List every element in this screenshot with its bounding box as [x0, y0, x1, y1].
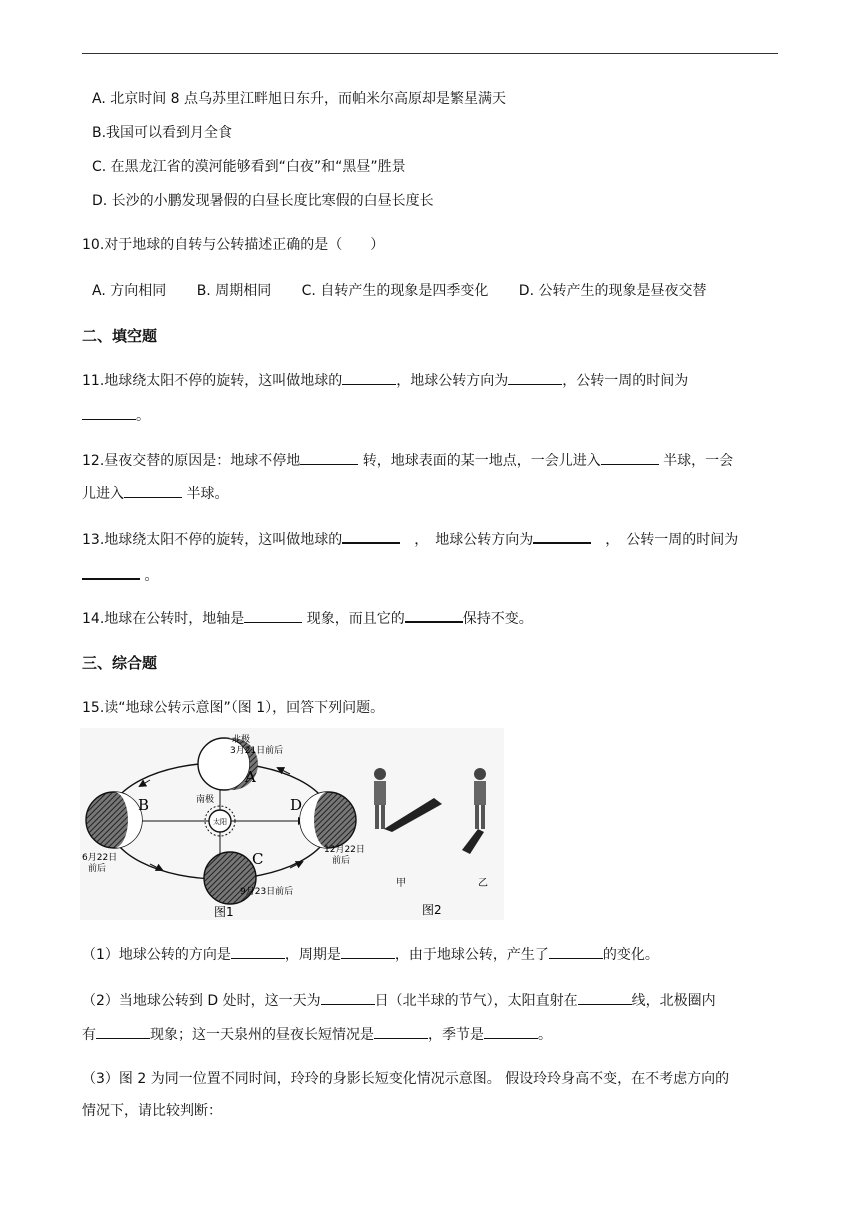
sun-label: 太阳 [213, 818, 227, 826]
header-rule [82, 53, 778, 54]
position-a-label: A [245, 768, 256, 786]
blank[interactable] [484, 1024, 538, 1039]
q10-stem: 10.对于地球的自转与公转描述正确的是（ ） [82, 237, 385, 253]
date-b-label-2: 前后 [88, 864, 107, 874]
q12-line2: 儿进入 半球。 [82, 483, 228, 504]
q15-sub3-line2: 情况下，请比较判断： [82, 1103, 222, 1119]
q10-option-a: A. 方向相同 [92, 283, 167, 299]
blank[interactable] [342, 370, 396, 385]
figure-1-caption: 图1 [214, 905, 234, 919]
position-b-label: B [138, 796, 150, 814]
blank[interactable] [405, 607, 463, 623]
section-title-fill-in: 二、填空题 [82, 327, 158, 345]
girl-a-label: 甲 [396, 878, 406, 889]
q15-sub3-line1: （3）图 2 为同一位置不同时间，玲玲的身影长短变化情况示意图。 假设玲玲身高不变，在不考虑方向的 [82, 1071, 730, 1087]
date-d-label-1: 12月22日 [324, 845, 365, 855]
earth-revolution-figure [80, 728, 504, 920]
blank[interactable] [96, 1024, 150, 1039]
position-d-label: D [290, 796, 303, 814]
date-b-label-1: 6月22日 [82, 853, 118, 863]
blank[interactable] [82, 405, 136, 420]
q13-line1: 13.地球绕太阳不停的旋转，这叫做地球的 ， 地球公转方向为 ， 公转一周的时间为 [82, 528, 738, 550]
date-a-label: 3月21日前后 [230, 746, 284, 756]
q15-sub2-line1: （2）当地球公转到 D 处时，这一天为 日（北半球的节气），太阳直射在 线，北极圈内 [82, 990, 716, 1011]
q12-line1: 12.昼夜交替的原因是：地球不停地 转，地球表面的某一地点，一会儿进入 半球，一会 [82, 450, 733, 471]
q10-option-b: B. 周期相同 [196, 283, 272, 299]
blank[interactable] [374, 1024, 428, 1039]
south-pole-label: 南极 [196, 795, 215, 805]
blank[interactable] [601, 450, 659, 465]
q14-line: 14.地球在公转时，地轴是 现象，而且它的 保持不变。 [82, 607, 533, 629]
q13-line2: 。 [82, 564, 158, 586]
q10-option-c: C. 自转产生的现象是四季变化 [301, 283, 489, 299]
q9-option-a: A. 北京时间 8 点乌苏里江畔旭日东升，而帕米尔高原却是繁星满天 [92, 91, 507, 107]
q15-sub1: （1）地球公转的方向是 ，周期是 ，由于地球公转，产生了 的变化。 [82, 944, 659, 965]
blank[interactable] [549, 944, 603, 959]
q10-option-d: D. 公转产生的现象是昼夜交替 [518, 283, 707, 299]
date-d-label-2: 前后 [332, 856, 351, 866]
q9-option-b: B.我国可以看到月全食 [92, 125, 233, 141]
blank[interactable] [533, 528, 591, 544]
blank[interactable] [244, 608, 302, 623]
blank[interactable] [321, 990, 375, 1005]
girl-b-label: 乙 [478, 878, 488, 889]
blank[interactable] [578, 990, 632, 1005]
blank[interactable] [300, 450, 358, 465]
q15-sub2-line2: 有 现象；这一天泉州的昼夜长短情况是 ，季节是 。 [82, 1024, 552, 1045]
blank[interactable] [341, 944, 395, 959]
blank[interactable] [124, 483, 182, 498]
q11-line2: 。 [82, 405, 150, 426]
blank[interactable] [508, 370, 562, 385]
blank[interactable] [231, 944, 285, 959]
figure-2-caption: 图2 [422, 903, 442, 917]
north-pole-label: 北极 [232, 735, 251, 745]
date-c-label: 9月23日前后 [240, 887, 294, 897]
position-c-label: C [252, 850, 264, 868]
blank[interactable] [342, 528, 400, 544]
q9-option-c: C. 在黑龙江省的漠河能够看到“白夜”和“黑昼”胜景 [92, 159, 406, 175]
q10-options [92, 281, 732, 301]
q9-option-d: D. 长沙的小鹏发现暑假的白昼长度比寒假的白昼长度长 [92, 193, 434, 209]
q15-stem: 15.读“地球公转示意图”（图 1），回答下列问题。 [82, 700, 385, 716]
q11-line1: 11.地球绕太阳不停的旋转，这叫做地球的 ，地球公转方向为 ，公转一周的时间为 [82, 370, 688, 391]
blank[interactable] [82, 564, 140, 580]
section-title-comprehensive: 三、综合题 [82, 654, 158, 672]
